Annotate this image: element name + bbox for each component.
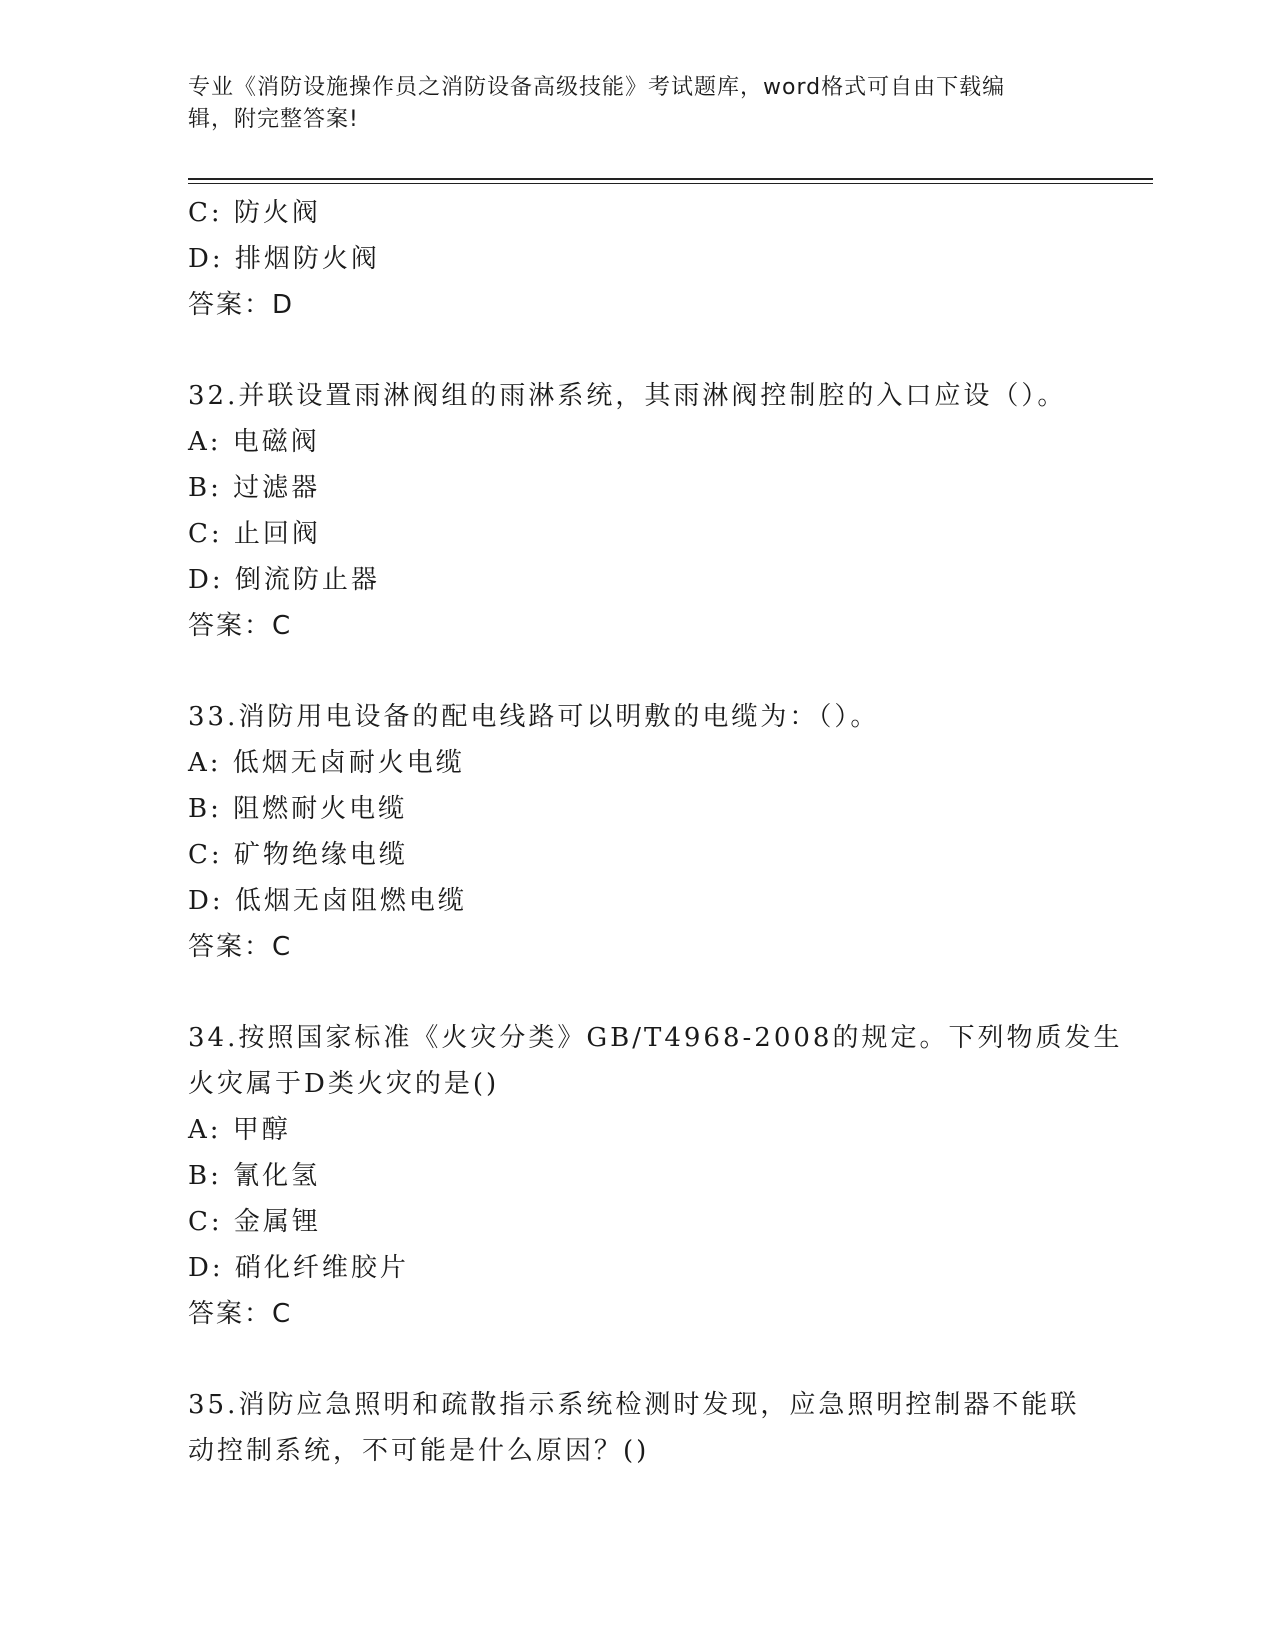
answer: 答案：D — [188, 290, 295, 320]
spacer — [188, 649, 1088, 694]
option-c: C: 止回阀 — [188, 519, 321, 549]
option-d: D: 硝化纤维胶片 — [188, 1253, 409, 1283]
option-a: A: 低烟无卤耐火电缆 — [188, 748, 465, 778]
option-d: D: 低烟无卤阻燃电缆 — [188, 886, 467, 916]
question-title-line-1: 34.按照国家标准《火灾分类》GB/T4968-2008的规定。下列物质发生 — [188, 1023, 1123, 1053]
question-33 — [188, 694, 1088, 970]
question-35 — [188, 1382, 1088, 1474]
header-line-1: 专业《消防设施操作员之消防设备高级技能》考试题库，word格式可自由下载编 — [188, 75, 1006, 100]
question-31-tail — [188, 190, 1088, 328]
option-d: D: 排烟防火阀 — [188, 244, 380, 274]
spacer — [188, 970, 1088, 1015]
option-a: A: 甲醇 — [188, 1115, 291, 1145]
question-title-line-2: 动控制系统，不可能是什么原因？() — [188, 1436, 650, 1466]
answer: 答案：C — [188, 932, 293, 962]
question-34 — [188, 1015, 1123, 1337]
option-b: B: 过滤器 — [188, 473, 321, 503]
question-title-line-1: 35.消防应急照明和疏散指示系统检测时发现，应急照明控制器不能联 — [188, 1390, 1080, 1420]
option-b: B: 氰化氢 — [188, 1161, 321, 1191]
option-c: C: 矿物绝缘电缆 — [188, 840, 408, 870]
option-c: C: 防火阀 — [188, 198, 321, 228]
header-rule-thin — [188, 183, 1153, 184]
header-line-2: 辑，附完整答案! — [188, 107, 359, 132]
option-d: D: 倒流防止器 — [188, 565, 380, 595]
question-32 — [188, 373, 1088, 649]
answer: 答案：C — [188, 1299, 293, 1329]
option-c: C: 金属锂 — [188, 1207, 321, 1237]
spacer — [188, 1337, 1088, 1382]
question-title: 32.并联设置雨淋阀组的雨淋系统，其雨淋阀控制腔的入口应设（）。 — [188, 381, 1067, 411]
document-header — [188, 72, 1088, 136]
answer: 答案：C — [188, 611, 293, 641]
header-rule-thick — [188, 178, 1153, 180]
question-title: 33.消防用电设备的配电线路可以明敷的电缆为：（）。 — [188, 702, 880, 732]
option-a: A: 电磁阀 — [188, 427, 320, 457]
spacer — [188, 328, 1088, 373]
option-b: B: 阻燃耐火电缆 — [188, 794, 408, 824]
question-content — [188, 190, 1123, 1474]
question-title-line-2: 火灾属于D类火灾的是() — [188, 1069, 500, 1099]
